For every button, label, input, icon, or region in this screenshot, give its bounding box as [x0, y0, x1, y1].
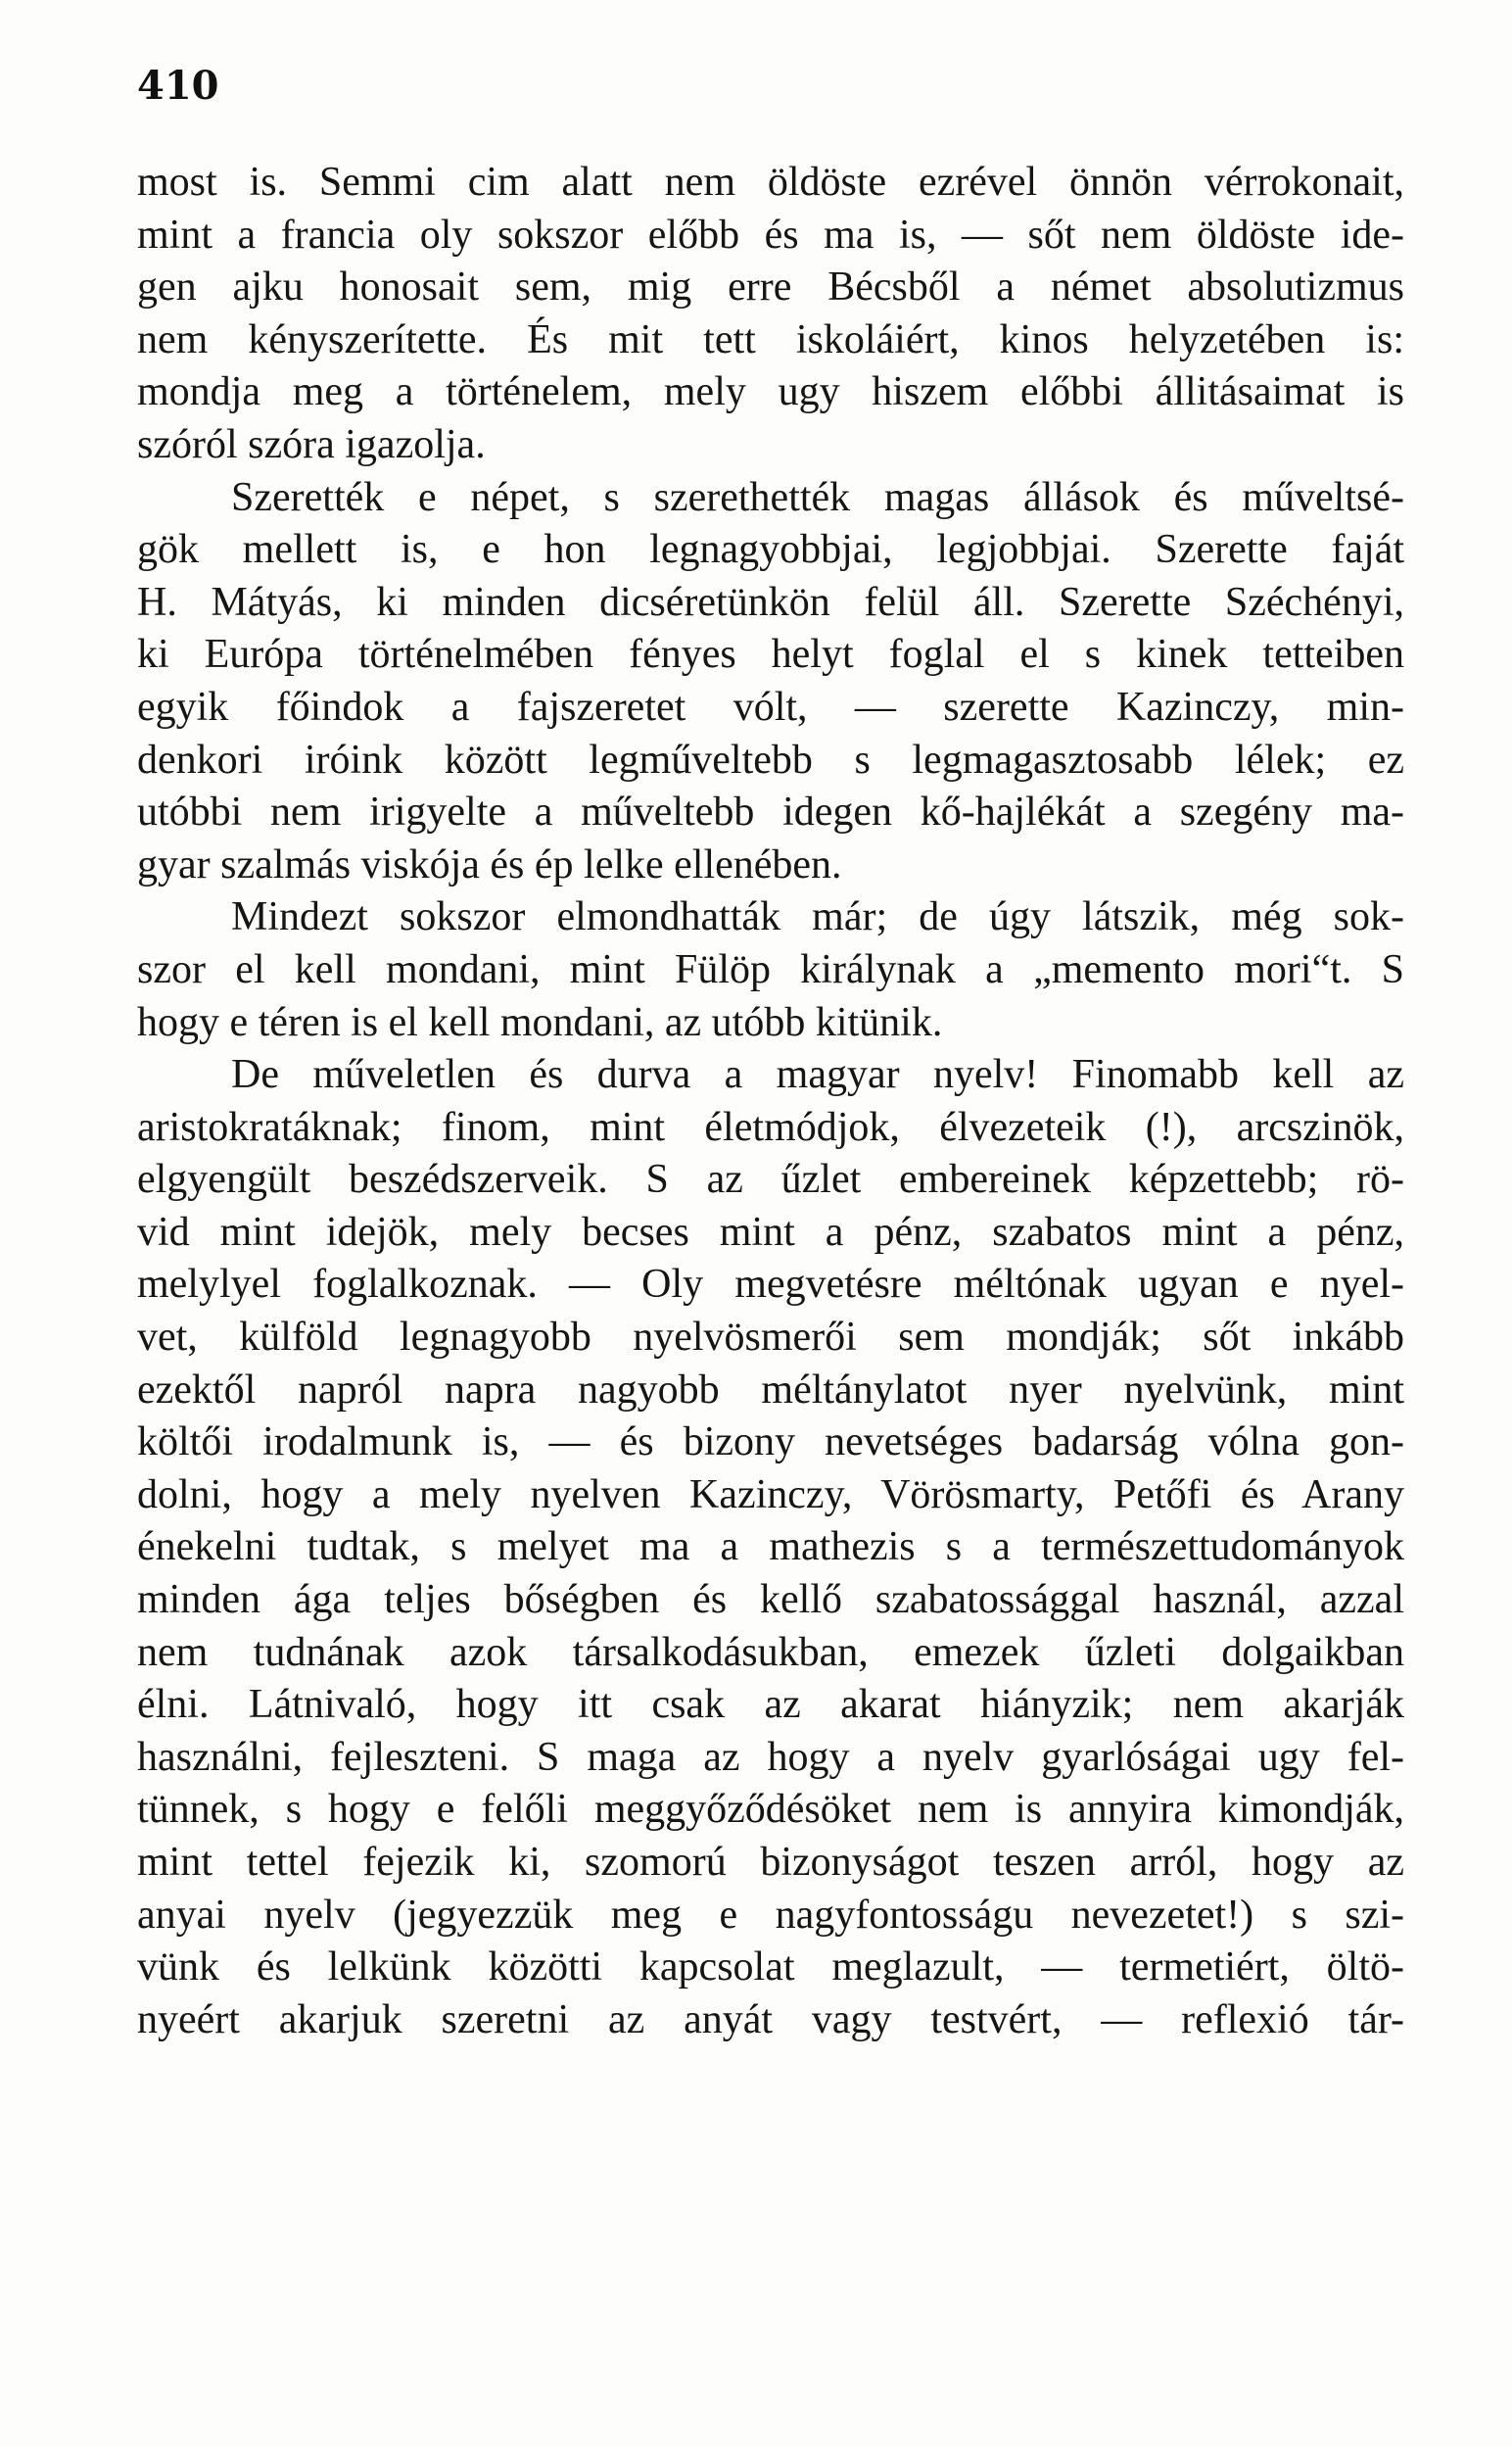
text-line: gen ajku honosait sem, mig erre Bécsből a német absolutizmus: [137, 264, 1404, 311]
text-line: ezektől napról napra nagyobb méltánylatot nyer nyelvünk, mint: [137, 1367, 1404, 1413]
text-line: Szerették e népet, s szerethették magas állások és műveltsé-: [231, 474, 1404, 520]
text-line: egyik főindok a fajszeretet vólt, — szerette Kazinczy, min-: [137, 684, 1404, 730]
text-line: dolni, hogy a mely nyelven Kazinczy, Vörösmarty, Petőfi és Arany: [137, 1471, 1404, 1517]
text-line: aristokratáknak; finom, mint életmódjok, élvezeteik (!), arcszinök,: [137, 1104, 1404, 1150]
text-line: De műveletlen és durva a magyar nyelv! Finomabb kell az: [231, 1052, 1404, 1098]
text-line: Mindezt sokszor elmondhatták már; de úgy látszik, még sok-: [231, 894, 1404, 940]
text-line: élni. Látnivaló, hogy itt csak az akarat hiányzik; nem akarják: [137, 1682, 1404, 1728]
text-line: minden ága teljes bőségben és kellő szabatossággal használ, azzal: [137, 1577, 1404, 1623]
text-line: tünnek, s hogy e felőli meggyőződésöket nem is annyira kimondják,: [137, 1787, 1404, 1833]
text-line: mondja meg a történelem, mely ugy hiszem előbbi állitásaimat is: [137, 369, 1404, 415]
page-number: 410: [137, 63, 219, 109]
text-line: énekelni tudtak, s melyet ma a mathezis s a természettudományok: [137, 1524, 1404, 1570]
text-line: mint tettel fejezik ki, szomorú bizonyságot teszen arról, hogy az: [137, 1840, 1404, 1885]
text-line: mint a francia oly sokszor előbb és ma is, — sőt nem öldöste ide-: [137, 212, 1404, 258]
text-line: melylyel foglalkoznak. — Oly megvetésre méltónak ugyan e nyel-: [137, 1262, 1404, 1308]
text-line: költői irodalmunk is, — és bizony nevetséges badarság vólna gon-: [137, 1419, 1404, 1465]
text-line: anyai nyelv (jegyezzük meg e nagyfontosságu nevezetet!) s szi-: [137, 1892, 1404, 1938]
text-line: vünk és lelkünk közötti kapcsolat meglazult, — termetiért, öltö-: [137, 1944, 1404, 1990]
text-line: gök mellett is, e hon legnagyobbjai, legjobbjai. Szerette faját: [137, 527, 1404, 573]
text-line: szor el kell mondani, mint Fülöp királynak a „memento mori“t. S: [137, 946, 1404, 992]
text-line: elgyengült beszédszerveik. S az űzlet embereinek képzettebb; rö-: [137, 1157, 1404, 1203]
text-line: szóról szóra igazolja.: [137, 421, 486, 467]
text-line: nem tudnának azok társalkodásukban, emezek űzleti dolgaikban: [137, 1629, 1404, 1675]
text-line: H. Mátyás, ki minden dicséretünkön felül áll. Szerette Széchényi,: [137, 579, 1404, 625]
text-line: gyar szalmás viskója és ép lelke ellenében.: [137, 841, 842, 887]
text-line: nem kényszerítette. És mit tett iskoláiért, kinos helyzetében is:: [137, 316, 1404, 362]
text-line: hogy e téren is el kell mondani, az utóbb kitünik.: [137, 999, 943, 1045]
body-text: [137, 157, 1404, 2046]
text-line: denkori iróink között legműveltebb s legmagasztosabb lélek; ez: [137, 737, 1404, 783]
text-line: most is. Semmi cim alatt nem öldöste ezrével önnön vérrokonait,: [137, 160, 1404, 205]
text-line: ki Európa történelmében fényes helyt foglal el s kinek tetteiben: [137, 632, 1404, 678]
text-line: vet, külföld legnagyobb nyelvösmerői sem mondják; sőt inkább: [137, 1315, 1404, 1361]
text-line: használni, fejleszteni. S maga az hogy a nyelv gyarlóságai ugy fel-: [137, 1734, 1404, 1780]
text-line: utóbbi nem irigyelte a műveltebb idegen kő-hajlékát a szegény ma-: [137, 790, 1404, 836]
text-line: vid mint idejök, mely becses mint a pénz, szabatos mint a pénz,: [137, 1209, 1404, 1255]
text-line: nyeért akarjuk szeretni az anyát vagy testvért, — reflexió tár-: [137, 1996, 1404, 2042]
